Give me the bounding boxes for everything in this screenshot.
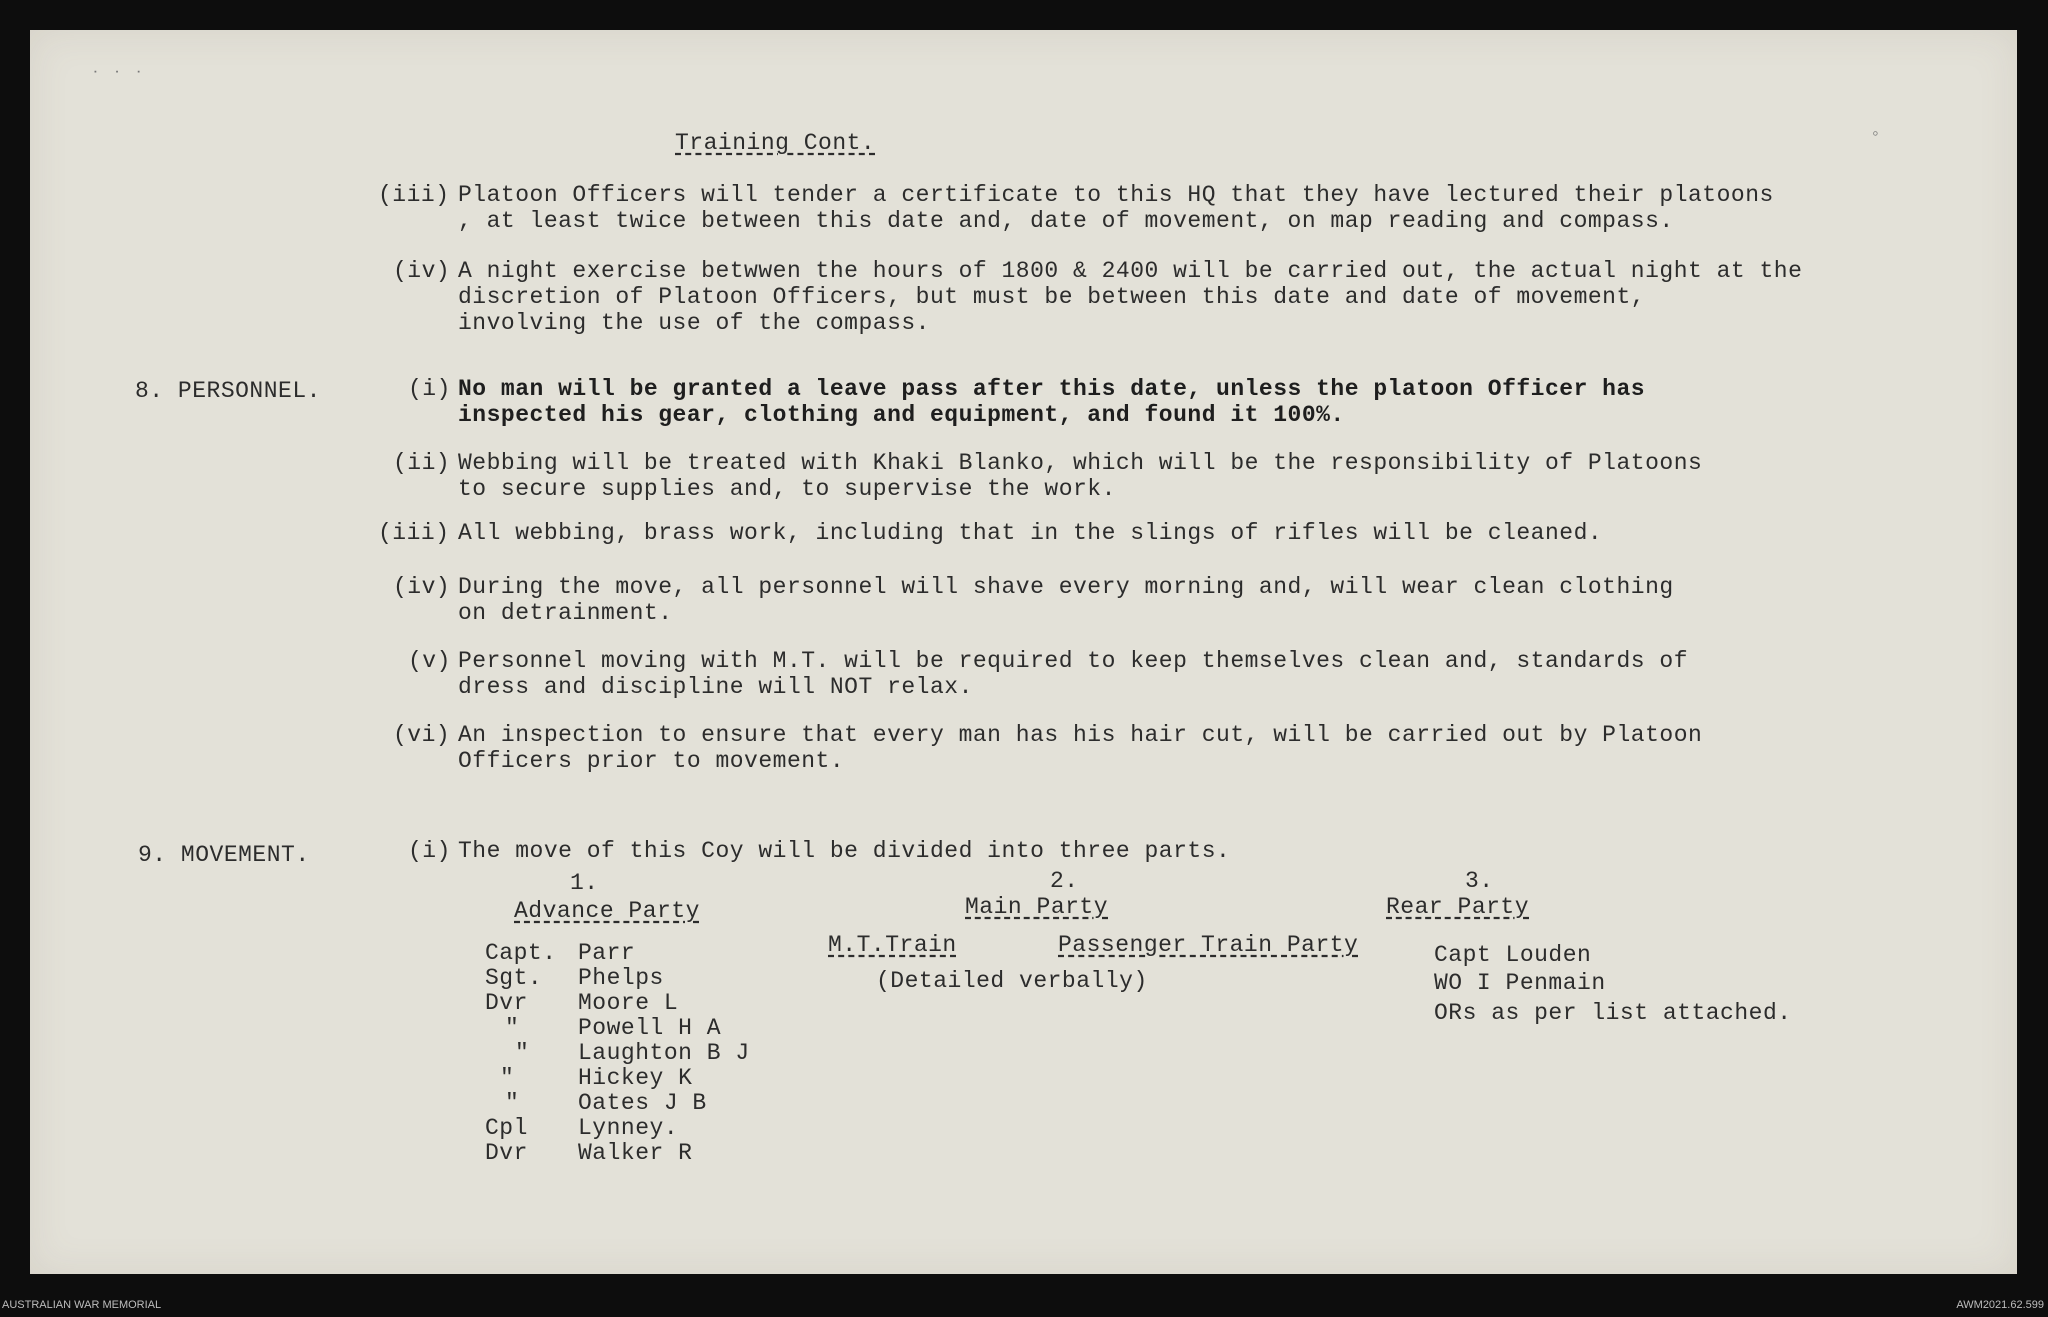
item-number: (iv) bbox=[393, 258, 451, 284]
item-text-line: An inspection to ensure that every man has his hair cut, will be carried out by Platoon bbox=[458, 722, 1703, 748]
party-number: 1. bbox=[570, 870, 599, 896]
member-name: Moore L bbox=[578, 990, 679, 1016]
party-number: 2. bbox=[1050, 868, 1079, 894]
item-text-line: dress and discipline will NOT relax. bbox=[458, 674, 973, 700]
item-text-line: inspected his gear, clothing and equipment, and found it 100%. bbox=[458, 402, 1345, 428]
section-heading-personnel: 8. PERSONNEL. bbox=[135, 378, 321, 404]
rear-party-line: ORs as per list attached. bbox=[1434, 1000, 1792, 1026]
main-party-passenger-train: Passenger Train Party bbox=[1058, 932, 1359, 958]
item-number: (i) bbox=[408, 376, 451, 402]
party-title-advance: Advance Party bbox=[514, 898, 700, 924]
item-text-line: Webbing will be treated with Khaki Blanko, which will be the responsibility of Platoons bbox=[458, 450, 1703, 476]
party-number: 3. bbox=[1465, 868, 1494, 894]
item-text-line: During the move, all personnel will shave every morning and, will wear clean clothing bbox=[458, 574, 1674, 600]
item-number: (ii) bbox=[393, 450, 451, 476]
party-title-main: Main Party bbox=[965, 894, 1109, 920]
rear-party-line: Capt Louden bbox=[1434, 942, 1592, 968]
rear-party-line: WO I Penmain bbox=[1434, 970, 1606, 996]
member-name: Laughton B J bbox=[578, 1040, 750, 1066]
item-number: (iii) bbox=[378, 520, 450, 546]
item-text-line: discretion of Platoon Officers, but must be between this date and date of movement, bbox=[458, 284, 1646, 310]
item-text-line: Personnel moving with M.T. will be required to keep themselves clean and, standards of bbox=[458, 648, 1688, 674]
member-rank: Dvr bbox=[485, 1140, 528, 1166]
member-rank: " bbox=[515, 1040, 530, 1066]
footer-accession-number: AWM2021.62.599 bbox=[1956, 1299, 2044, 1311]
member-rank: Dvr bbox=[485, 990, 528, 1016]
archive-footer bbox=[0, 1293, 2048, 1317]
item-number: (i) bbox=[408, 838, 451, 864]
main-party-mt-train: M.T.Train bbox=[828, 932, 957, 958]
member-rank: Capt. bbox=[485, 940, 557, 966]
member-name: Lynney. bbox=[578, 1115, 679, 1141]
item-text-line: involving the use of the compass. bbox=[458, 310, 930, 336]
member-rank: Cpl bbox=[485, 1115, 528, 1141]
item-number: (v) bbox=[408, 648, 451, 674]
item-text-line: Officers prior to movement. bbox=[458, 748, 845, 774]
item-number: (iv) bbox=[393, 574, 451, 600]
member-rank: Sgt. bbox=[485, 965, 543, 991]
member-name: Hickey K bbox=[578, 1065, 693, 1091]
section-heading-movement: 9. MOVEMENT. bbox=[138, 842, 310, 868]
paper-mark: ˙ ˙ ˙ bbox=[90, 70, 145, 90]
item-text-line: All webbing, brass work, including that in the slings of rifles will be cleaned. bbox=[458, 520, 1603, 546]
item-text-line: The move of this Coy will be divided into three parts. bbox=[458, 838, 1231, 864]
section-heading-training: Training Cont. bbox=[675, 130, 876, 156]
document-page bbox=[30, 30, 2017, 1274]
member-rank: " bbox=[505, 1015, 520, 1041]
member-name: Oates J B bbox=[578, 1090, 707, 1116]
main-party-note: (Detailed verbally) bbox=[876, 968, 1148, 994]
item-number: (iii) bbox=[378, 182, 450, 208]
item-text-line: to secure supplies and, to supervise the work. bbox=[458, 476, 1116, 502]
member-name: Powell H A bbox=[578, 1015, 722, 1041]
item-number: (vi) bbox=[393, 722, 451, 748]
paper-mark: ◦ bbox=[1870, 125, 1881, 145]
item-text-line: , at least twice between this date and, date of movement, on map reading and compass. bbox=[458, 208, 1674, 234]
member-name: Walker R bbox=[578, 1140, 693, 1166]
party-title-rear: Rear Party bbox=[1386, 894, 1530, 920]
item-text-line: No man will be granted a leave pass after this date, unless the platoon Officer has bbox=[458, 376, 1646, 402]
item-text-line: A night exercise betwwen the hours of 1800 & 2400 will be carried out, the actual night at the bbox=[458, 258, 1803, 284]
item-text-line: Platoon Officers will tender a certificate to this HQ that they have lectured their platoons bbox=[458, 182, 1774, 208]
member-name: Parr bbox=[578, 940, 636, 966]
item-text-line: on detrainment. bbox=[458, 600, 673, 626]
member-name: Phelps bbox=[578, 965, 664, 991]
footer-institution: AUSTRALIAN WAR MEMORIAL bbox=[2, 1299, 162, 1311]
member-rank: " bbox=[505, 1090, 520, 1116]
member-rank: " bbox=[500, 1065, 515, 1091]
